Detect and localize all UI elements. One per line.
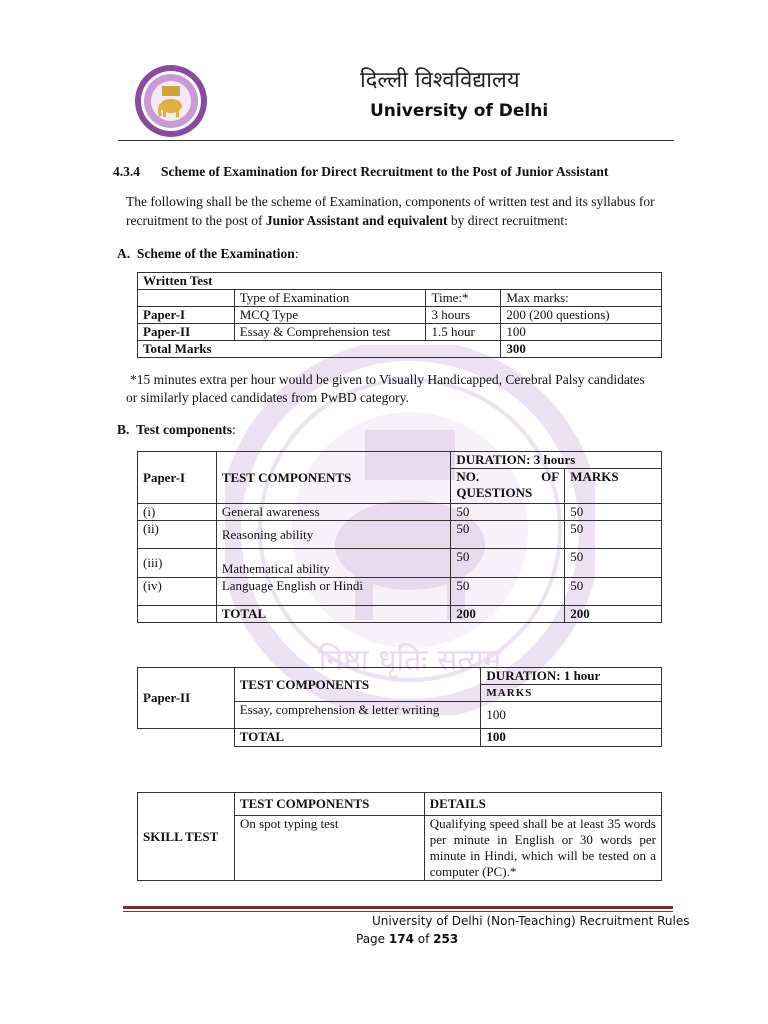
total-value: 300: [501, 341, 662, 358]
table-row: [138, 729, 662, 747]
column-header-questions: NO. OF QUESTIONS: [451, 469, 565, 504]
paper-label: Paper-II: [138, 324, 235, 341]
question-count: 50: [451, 521, 565, 549]
table-row: [138, 341, 662, 358]
question-count: 50: [451, 578, 565, 606]
column-header: Time:*: [426, 290, 501, 307]
intro-line-2: [126, 212, 568, 229]
written-test-table: [137, 272, 662, 358]
university-hindi-title: दिल्ली विश्वविद्यालय: [360, 68, 520, 93]
total-questions: 200: [451, 606, 565, 623]
table-row: [138, 606, 662, 623]
total-label: TOTAL: [234, 729, 481, 747]
accommodation-note-line-1: *15 minutes extra per hour would be given to Visually Handicapped, Cerebral Palsy candidates: [130, 372, 645, 387]
heading-components: B. Test components:: [117, 422, 236, 437]
footer-divider: [123, 906, 673, 909]
intro-text-end: by direct recruitment:: [447, 213, 568, 228]
section-number: 4.3.4: [113, 164, 140, 179]
component-name: Essay, comprehension & letter writing: [234, 702, 481, 729]
accommodation-note-line-2: or similarly placed candidates from PwBD category.: [126, 390, 409, 405]
marks-value: 50: [565, 521, 662, 549]
duration-header: DURATION: 1 hour: [481, 668, 662, 685]
row-number: (iv): [138, 578, 217, 606]
column-header: Max marks:: [501, 290, 662, 307]
row-number: (ii): [138, 521, 217, 549]
component-name: General awareness: [216, 504, 451, 521]
column-header: DETAILS: [424, 793, 661, 816]
skill-test-table: [137, 792, 662, 881]
header-divider: [118, 140, 674, 141]
paper-1-table: [137, 451, 662, 623]
paper-label: SKILL TEST: [138, 793, 235, 881]
heading-scheme: A. Scheme of the Examination:: [117, 246, 299, 261]
duration-header: DURATION: 3 hours: [451, 452, 662, 469]
total-marks: 200: [565, 606, 662, 623]
column-header: TEST COMPONENTS: [216, 452, 451, 504]
table-row: [138, 521, 662, 549]
table-row: [138, 324, 662, 341]
university-seal-icon: [134, 64, 208, 138]
component-name: Language English or Hindi: [216, 578, 451, 606]
watermark-motto: निष्ठा धृतिः सत्यम्: [318, 643, 502, 678]
component-name: Mathematical ability: [216, 549, 451, 578]
column-header: MARKS: [481, 685, 662, 702]
table-row: [138, 307, 662, 324]
total-label: TOTAL: [216, 606, 451, 623]
marks-value: 50: [565, 549, 662, 578]
table-cell: [138, 290, 235, 307]
exam-type: MCQ Type: [234, 307, 426, 324]
table-row: [138, 578, 662, 606]
row-number: (i): [138, 504, 217, 521]
paper-2-table: [137, 667, 662, 747]
component-name: Reasoning ability: [216, 521, 451, 549]
table-title: Written Test: [138, 273, 662, 290]
question-count: 50: [451, 504, 565, 521]
post-name: Junior Assistant and equivalent: [265, 213, 448, 228]
intro-text: recruitment to the post of: [126, 213, 266, 228]
paper-label: Paper-I: [138, 452, 217, 504]
marks-value: 100: [481, 702, 662, 729]
section-title: Scheme of Examination for Direct Recruitment to the Post of Junior Assistant: [161, 164, 609, 179]
heading-letter: B.: [117, 422, 130, 437]
question-count: 50: [451, 549, 565, 578]
row-number: (iii): [138, 549, 217, 578]
footer-divider-thin: [123, 911, 673, 912]
footer-document-title: University of Delhi (Non-Teaching) Recruitment Rules: [372, 914, 690, 928]
heading-text: Scheme of the Examination: [136, 246, 295, 261]
exam-type: Essay & Comprehension test: [234, 324, 426, 341]
column-header: TEST COMPONENTS: [234, 668, 481, 702]
column-header: MARKS: [565, 469, 662, 504]
heading-letter: A.: [117, 246, 131, 261]
column-header: TEST COMPONENTS: [234, 793, 424, 816]
intro-line-1: The following shall be the scheme of Examination, components of written test and its syllabus for: [126, 194, 655, 209]
paper-label: Paper-I: [138, 307, 235, 324]
table-cell: [138, 729, 235, 747]
exam-time: 3 hours: [426, 307, 501, 324]
marks-value: 50: [565, 504, 662, 521]
table-cell: [138, 606, 217, 623]
table-row: [138, 549, 662, 578]
table-row: [138, 504, 662, 521]
exam-marks: 100: [501, 324, 662, 341]
skill-details: Qualifying speed shall be at least 35 words per minute in English or 30 words per minute in Hindi, which will be tested on a computer (PC).*: [424, 816, 661, 881]
total-label: Total Marks: [138, 341, 501, 358]
marks-value: 50: [565, 578, 662, 606]
component-name: On spot typing test: [234, 816, 424, 881]
university-english-title: University of Delhi: [370, 101, 549, 121]
total-marks: 100: [481, 729, 662, 747]
column-header: Type of Examination: [234, 290, 426, 307]
page-number: Page 174 of 253: [356, 932, 459, 946]
heading-text: Test components: [136, 422, 233, 437]
paper-label: Paper-II: [138, 668, 235, 729]
exam-time: 1.5 hour: [426, 324, 501, 341]
exam-marks: 200 (200 questions): [501, 307, 662, 324]
